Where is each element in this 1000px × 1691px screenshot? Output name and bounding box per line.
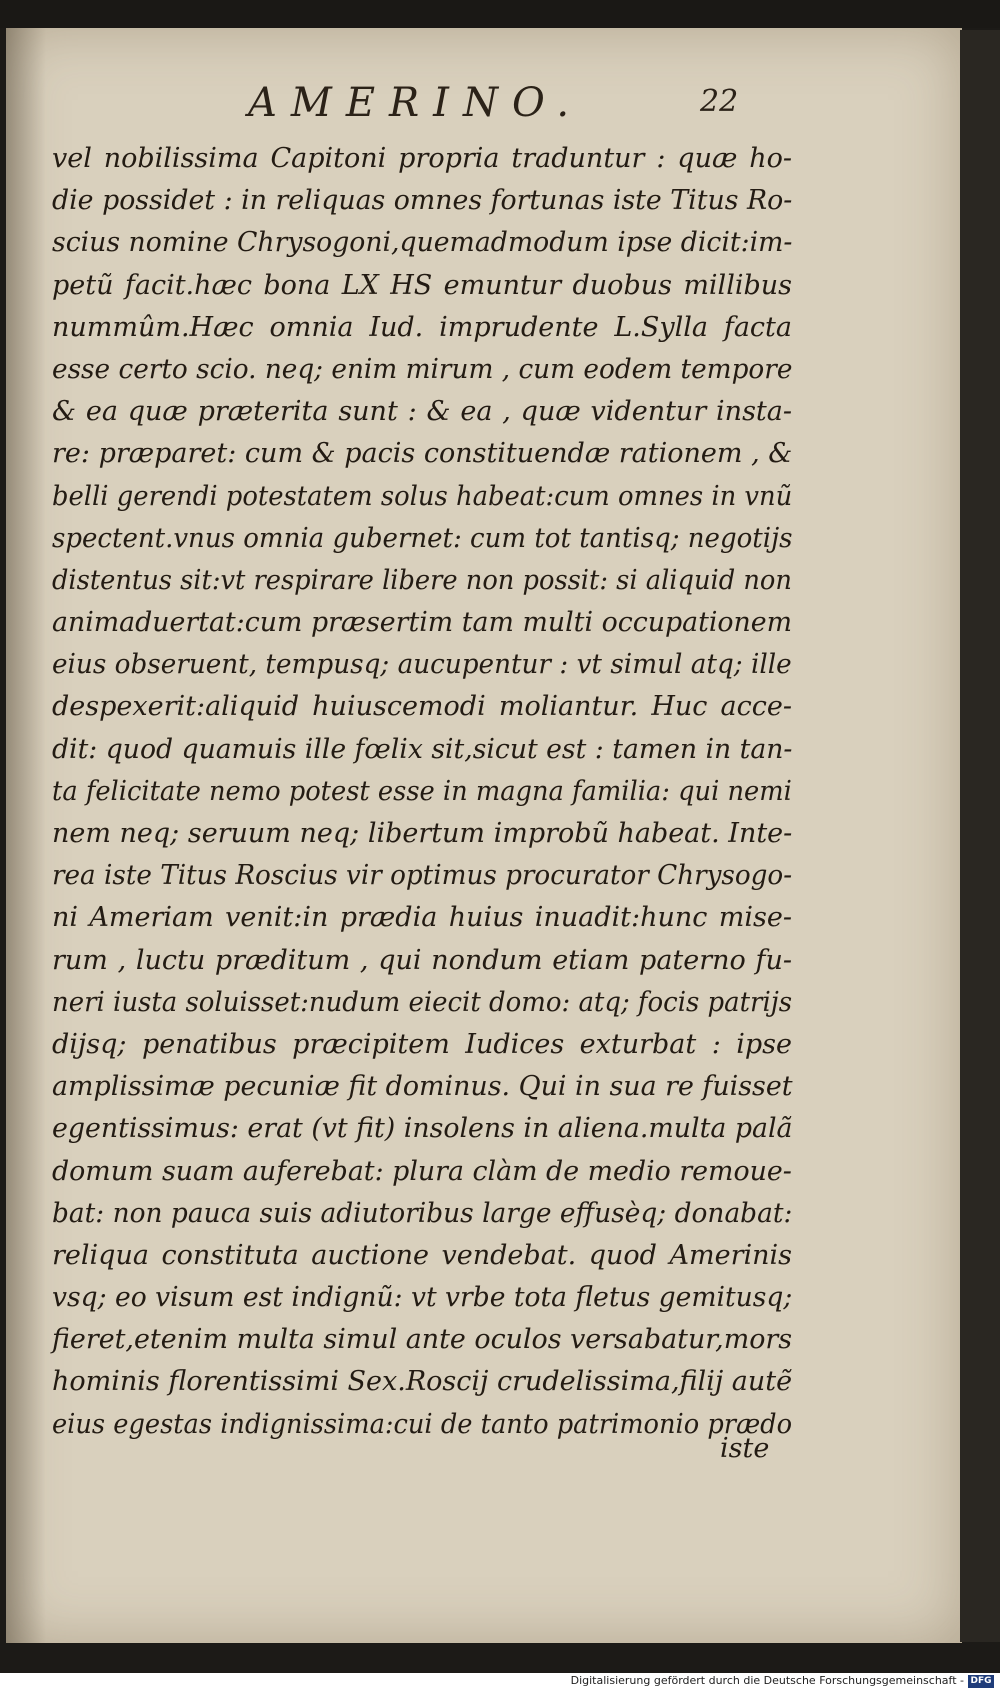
text-line: spectent.vnus omnia gubernet: cum tot tantisq; negotijs bbox=[52, 522, 793, 554]
running-head: AMERINO. bbox=[248, 80, 584, 126]
text-line: eius obseruent, tempusq; aucupentur : vt simul atq; ille bbox=[52, 649, 792, 681]
scan-background-top bbox=[0, 0, 1000, 28]
text-line: & ea quæ præterita sunt : & ea , quæ videntur insta- bbox=[52, 396, 792, 428]
text-line: hominis florentissimi Sex.Roscij crudelissima,filij autẽ bbox=[52, 1366, 793, 1398]
text-line: egentissimus: erat (vt fit) insolens in aliena.multa palã bbox=[52, 1113, 793, 1145]
text-line: die possidet : in reliquas omnes fortunas iste Titus Ro- bbox=[52, 185, 793, 217]
text-line: ta felicitate nemo potest esse in magna familia: qui nemi bbox=[52, 775, 792, 807]
text-line: vsq; eo visum est indignũ: vt vrbe tota fletus gemitusq; bbox=[52, 1282, 793, 1314]
text-line: ni Ameriam venit:in prædia huius inuadit:hunc mise- bbox=[52, 902, 792, 934]
text-line: neri iusta soluisset:nudum eiecit domo: atq; focis patrijs bbox=[52, 986, 793, 1018]
text-line: dijsq; penatibus præcipitem Iudices exturbat : ipse bbox=[52, 1028, 792, 1060]
text-line: belli gerendi potestatem solus habeat:cum omnes in vnũ bbox=[52, 480, 793, 512]
text-line: reliqua constituta auctione vendebat. quod Amerinis bbox=[52, 1239, 792, 1271]
text-line: vel nobilissima Capitoni propria traduntur : quæ ho- bbox=[52, 143, 792, 174]
text-line: petũ facit.hæc bona LX HS emuntur duobus millibus bbox=[52, 269, 792, 301]
text-line: fieret,etenim multa simul ante oculos versabatur,mors bbox=[52, 1324, 793, 1356]
text-line: rea iste Titus Roscius vir optimus procurator Chrysogo- bbox=[52, 860, 793, 892]
text-line: animaduertat:cum præsertim tam multi occupationem bbox=[52, 607, 793, 639]
text-line: nummûm.Hæc omnia Iud. imprudente L.Sylla facta bbox=[52, 311, 792, 343]
catchword: iste bbox=[720, 1433, 770, 1464]
text-line: despexerit:aliquid huiuscemodi moliantur. Huc acce- bbox=[52, 691, 792, 723]
text-line: re: præparet: cum & pacis constituendæ rationem , & bbox=[52, 438, 793, 470]
text-line: dit: quod quamuis ille fœlix sit,sicut est : tamen in tan- bbox=[52, 733, 793, 765]
text-line: rum , luctu præditum , qui nondum etiam paterno fu- bbox=[52, 944, 792, 976]
body-text bbox=[52, 138, 792, 1446]
text-line: distentus sit:vt respirare libere non possit: si aliquid non bbox=[52, 564, 792, 596]
footer-credit: Digitalisierung gefördert durch die Deutsche Forschungsgemeinschaft - bbox=[570, 1674, 964, 1687]
page-header bbox=[0, 80, 1000, 136]
text-line: nem neq; seruum neq; libertum improbũ habeat. Inte- bbox=[52, 818, 793, 849]
page-number: 22 bbox=[700, 84, 739, 119]
page-fold-shadow bbox=[6, 28, 46, 1643]
dfg-logo: DFG bbox=[968, 1675, 994, 1688]
text-line: amplissimæ pecuniæ fit dominus. Qui in sua re fuisset bbox=[52, 1071, 793, 1103]
text-line: domum suam auferebat: plura clàm de medio remoue- bbox=[52, 1155, 792, 1187]
text-line: esse certo scio. neq; enim mirum , cum eodem tempore bbox=[52, 353, 793, 385]
text-line: bat: non pauca suis adiutoribus large effusèq; donabat: bbox=[52, 1197, 793, 1229]
scan-background-right bbox=[960, 30, 1000, 1642]
text-line: scius nomine Chrysogoni,quemadmodum ipse dicit:im- bbox=[52, 227, 793, 259]
text-line: eius egestas indignissima:cui de tanto patrimonio prædo bbox=[52, 1408, 793, 1440]
